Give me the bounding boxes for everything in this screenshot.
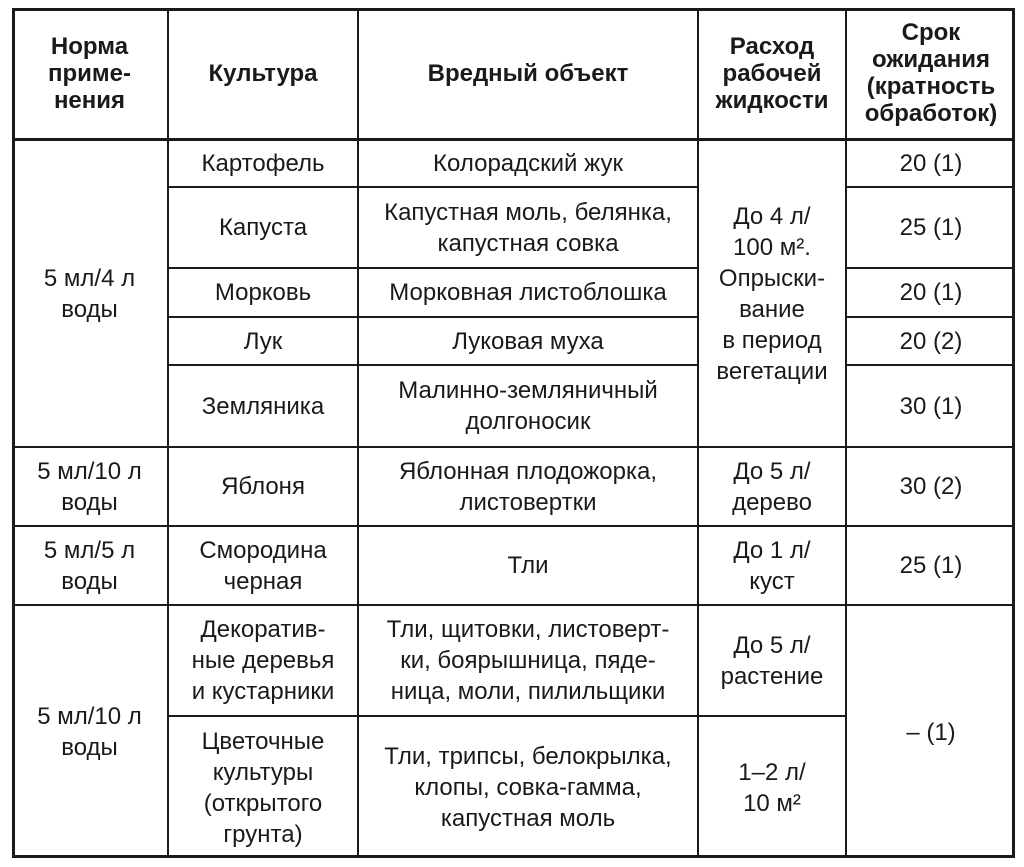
- norm-cell: 5 мл/4 л воды: [43, 264, 136, 323]
- crop-cell: Декоратив- ные деревья и кустарники: [191, 616, 335, 705]
- crop-cell: Капуста: [218, 214, 308, 241]
- pest-cell: Капустная моль, белянка, капустная совка: [384, 198, 672, 257]
- consumption-cell: До 5 л/ дерево: [732, 457, 812, 516]
- crop-cell: Яблоня: [221, 473, 305, 500]
- consumption-cell: До 1 л/ куст: [733, 536, 811, 595]
- waiting-cell: 20 (1): [899, 279, 963, 306]
- pest-cell: Яблонная плодожорка, листовертки: [398, 457, 658, 516]
- crop-cell: Лук: [243, 327, 283, 355]
- pest-cell: Тли, щитовки, листоверт- ки, боярышница, пяде- ница, моли, пилильщики: [386, 616, 670, 705]
- crop-cell: Морковь: [214, 279, 312, 306]
- pest-cell: Колорадский жук: [433, 150, 623, 177]
- pest-cell: Морковная листоблошка: [389, 279, 667, 306]
- norm-cell: 5 мл/5 л воды: [43, 536, 136, 595]
- consumption-cell: До 5 л/ растение: [720, 631, 824, 690]
- norm-cell: 5 мл/10 л воды: [37, 703, 142, 761]
- pest-cell: Малинно-земляничный долгоносик: [398, 377, 658, 435]
- waiting-cell: 25 (1): [899, 214, 963, 241]
- header-pest: Вредный объект: [427, 59, 629, 87]
- waiting-cell: – (1): [906, 718, 956, 746]
- crop-cell: Смородина черная: [199, 536, 327, 595]
- pest-cell: Тли: [507, 552, 549, 579]
- crop-cell: Картофель: [201, 150, 325, 177]
- header-norm: Норма приме- нения: [47, 32, 131, 114]
- header-waiting: Срок ожидания (кратность обработок): [864, 19, 998, 127]
- waiting-cell: 25 (1): [899, 552, 963, 579]
- consumption-cell: 1–2 л/ 10 м²: [738, 758, 806, 817]
- pest-cell: Тли, трипсы, белокрылка, клопы, совка-гамма, капустная моль: [384, 743, 672, 832]
- waiting-cell: 20 (2): [899, 327, 963, 355]
- waiting-cell: 20 (1): [899, 150, 963, 177]
- pest-cell: Луковая муха: [452, 327, 604, 355]
- header-crop: Культура: [208, 59, 318, 87]
- crop-cell: Земляника: [201, 392, 325, 420]
- waiting-cell: 30 (2): [899, 473, 963, 500]
- header-consumption: Расход рабочей жидкости: [715, 32, 829, 114]
- crop-cell: Цветочные культуры (открытого грунта): [201, 727, 325, 848]
- norm-cell: 5 мл/10 л воды: [37, 457, 142, 516]
- consumption-cell: До 4 л/ 100 м². Опрыски- вание в период вегетации: [716, 202, 828, 385]
- waiting-cell: 30 (1): [899, 392, 963, 420]
